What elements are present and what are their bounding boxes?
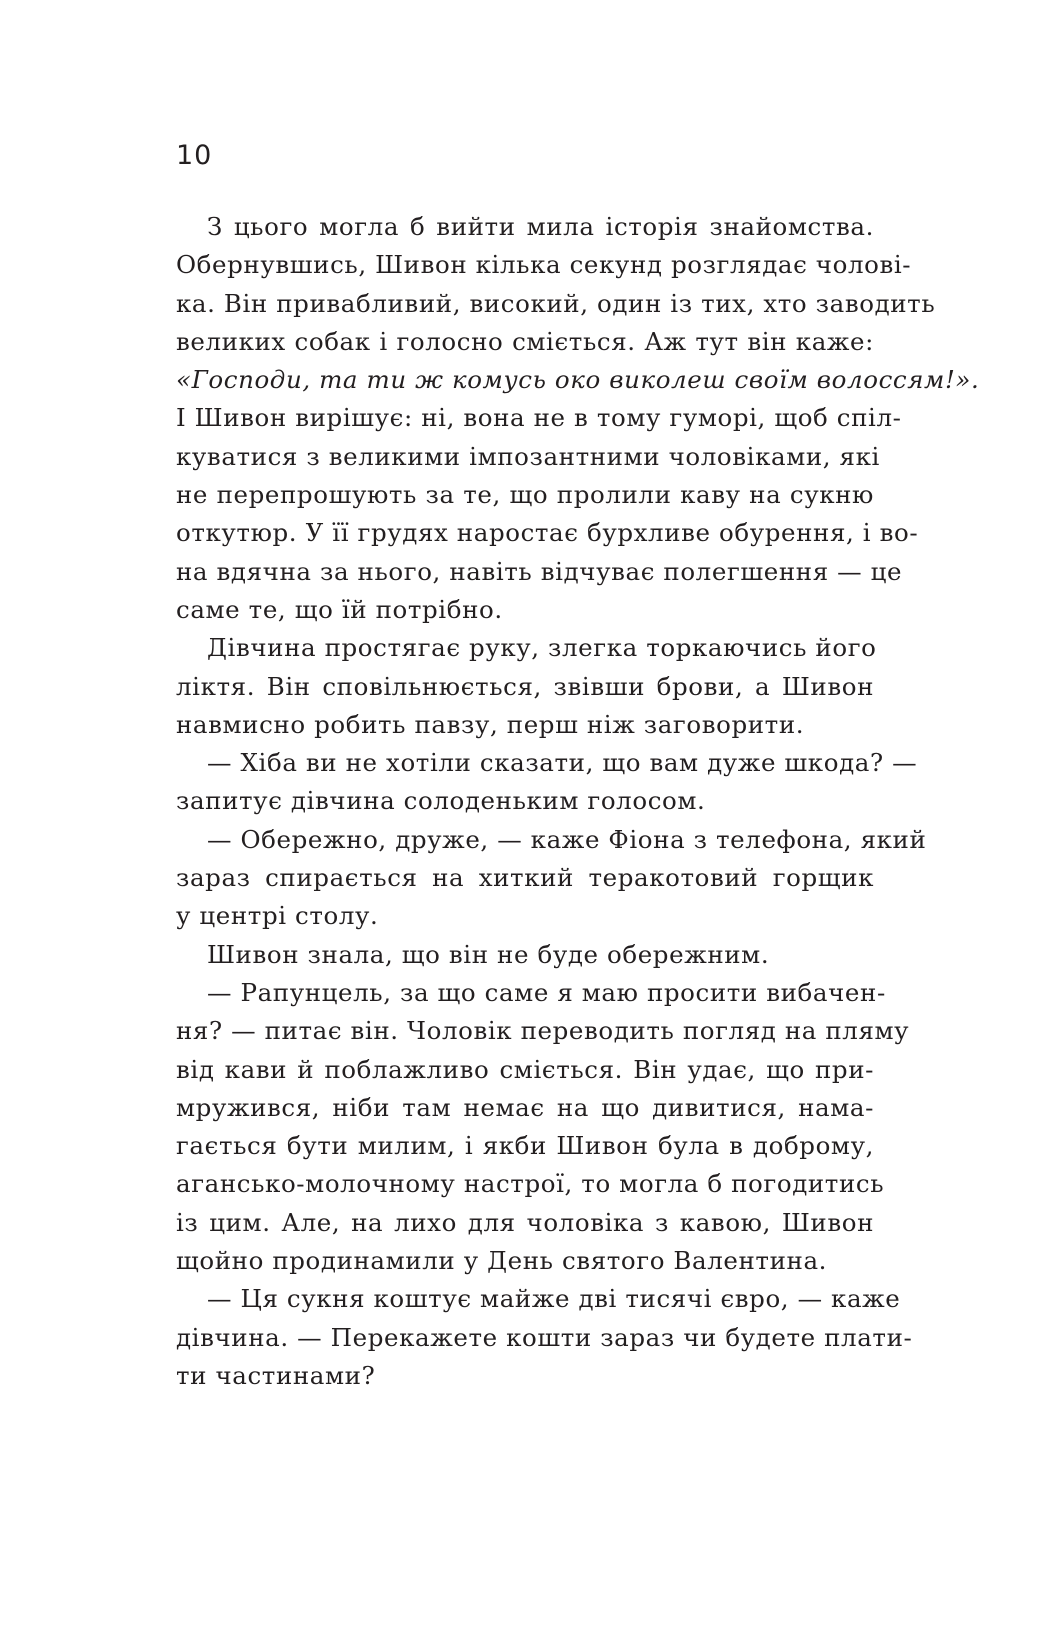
text-line: великих собак і голосно сміється. Аж тут він каже: [176,326,874,356]
text-line: зараз спирається на хиткий теракотовий горщик [176,863,874,893]
text-line: — Ця сукня коштує майже дві тисячі євро, — каже [207,1284,901,1314]
text-line: у центрі столу. [176,901,379,931]
text-line: гається бути милим, і якби Шивон була в доброму, [176,1131,874,1161]
body-text [176,208,980,1395]
text-line: навмисно робить павзу, перш ніж заговорити. [176,709,805,739]
text-line: І Шивон вирішує: ні, вона не в тому гуморі, щоб спіл- [176,403,902,433]
text-line: Дівчина простягає руку, злегка торкаючись його [207,633,877,663]
text-line: Шивон знала, що він не буде обережним. [207,939,770,969]
text-line: дівчина. — Перекажете кошти зараз чи будете плати- [176,1322,913,1352]
text-line: запитує дівчина солоденьким голосом. [176,786,706,816]
text-line: ти частинами? [176,1360,376,1390]
text-line: із цим. Але, на лихо для чоловіка з кавою, Шивон [176,1207,874,1237]
text-line: — Рапунцель, за що саме я маю просити вибачен- [207,977,886,1007]
text-line: З цього могла б вийти мила історія знайомства. [207,212,874,241]
text-line: откутюр. У її грудях наростає бурхливе обурення, і во- [176,518,919,548]
text-line: від кави й поблажливо сміється. Він удає, що при- [176,1054,874,1084]
text-line: куватися з великими імпозантними чоловіками, які [176,441,880,471]
text-line: «Господи, та ти ж комусь око виколеш своїм волоссям!». [176,365,980,395]
text-line: щойно продинамили у День святого Валентина. [176,1246,828,1276]
text-line: ліктя. Він сповільнюється, звівши брови, а Шивон [176,671,874,701]
text-line: Обернувшись, Шивон кілька секунд розглядає чолові- [176,250,912,280]
text-line: мружився, ніби там немає на що дивитися, нама- [176,1092,874,1122]
text-line: ня? — питає він. Чоловік переводить погляд на пляму [176,1016,910,1046]
text-line: не перепрошують за те, що пролили каву на сукню [176,480,874,510]
text-line: на вдячна за нього, навіть відчуває полегшення — це [176,556,903,586]
text-line: — Хіба ви не хотіли сказати, що вам дуже шкода? — [207,748,918,778]
page-number: 10 [176,140,213,171]
text-line: — Обережно, друже, — каже Фіона з телефона, який [207,824,927,854]
text-line: агансько-молочному настрої, то могла б погодитись [176,1169,885,1199]
text-line: ка. Він привабливий, високий, один із тих, хто заводить [176,288,936,318]
text-line: саме те, що їй потрібно. [176,594,503,624]
